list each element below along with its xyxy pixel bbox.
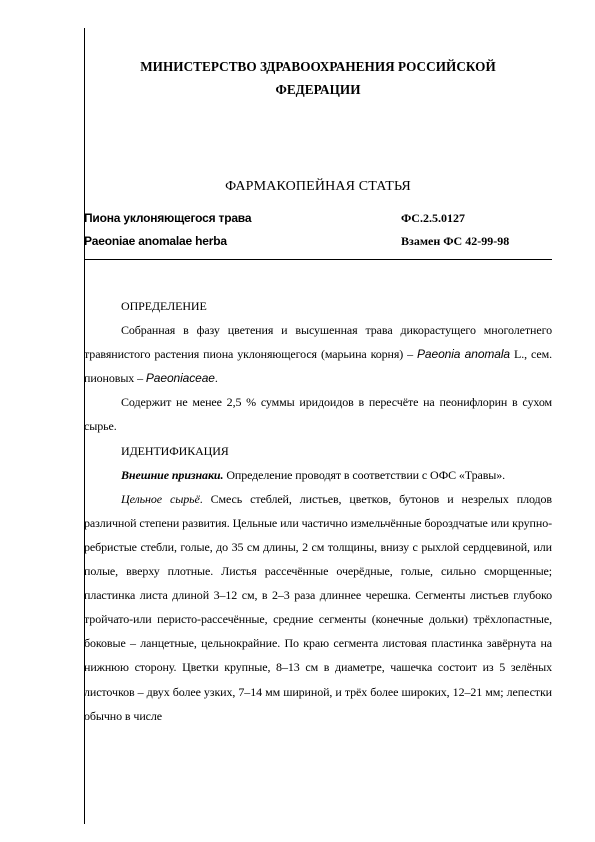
identification-heading: ИДЕНТИФИКАЦИЯ	[121, 443, 229, 458]
definition-family: сем. пионовых –	[84, 347, 553, 386]
external-signs-paragraph	[84, 463, 552, 487]
external-signs-text: Определение проводят в соответствии с ОФС «Травы».	[226, 467, 506, 482]
external-signs-label: Внешние признаки.	[121, 467, 224, 482]
definition-paragraph-1	[84, 318, 552, 390]
ministry-line-2: ФЕДЕРАЦИИ	[275, 82, 361, 97]
monograph-name-latin: Paeoniae anomalae herba	[84, 234, 227, 248]
whole-raw-paragraph	[84, 487, 552, 728]
monograph-name-ru: Пиона уклоняющегося трава	[84, 211, 252, 225]
definition-heading: ОПРЕДЕЛЕНИЕ	[121, 299, 207, 313]
monograph-code: ФС.2.5.0127	[401, 211, 465, 225]
replaces-note: Взамен ФС 42-99-98	[401, 234, 510, 248]
monograph-body	[84, 294, 552, 728]
header-divider	[84, 259, 552, 260]
monograph-row-latin	[84, 231, 552, 251]
species-author: L.,	[514, 347, 528, 362]
whole-raw-label: Цельное сырьё	[121, 491, 200, 506]
definition-paragraph-2: Содержит не менее 2,5 % суммы иридоидов в пересчёте на пеонифлорин в сухом сырье.	[84, 395, 552, 434]
definition-p1-end: .	[214, 371, 218, 386]
ministry-heading	[84, 55, 552, 101]
document-title: ФАРМАКОПЕЙНАЯ СТАТЬЯ	[225, 179, 411, 194]
definition-p1-text: Собранная в фазу цветения и высушенная трава дикорастущего многолетнего травянистого растения пиона уклоняющегося (марьина корня) –	[84, 323, 552, 362]
latin-species-name: Paeonia anomala	[417, 347, 511, 362]
latin-family-name: Paeoniaceae	[145, 371, 215, 386]
whole-raw-text: . Смесь стеблей, листьев, цветков, бутонов и незрелых плодов различной степени развития. Цельные или частично измельчённые бороздчатые или крупно-ребристые стебли, голые, до 35 см длины, 2 см толщины, внизу с рыхлой сердцевиной, или полые, вверху плотные. Листья рассечённые очерёдные, голые, сильно сморщенные; пластинка листа длиной 3–12 см, в 2–3 раза длиннее черешка. Сегменты листьев глубоко тройчато-или перисто-рассечённые, средние сегменты (конечные дольки) трёхлопастные, боковые – ланцетные, цельнокрайние. По краю сегмента листовая пластинка завёрнута на нижнюю сторону. Цветки крупные, 8–13 см в диаметре, чашечка состоит из 5 зелёных листочков – двух более узких, 7–14 мм шириной, и трёх более широких, 12–21 мм; лепестки обычно в числе	[84, 491, 552, 723]
ministry-line-1: МИНИСТЕРСТВО ЗДРАВООХРАНЕНИЯ РОССИЙСКОЙ	[140, 59, 496, 74]
monograph-row-name	[84, 208, 552, 228]
